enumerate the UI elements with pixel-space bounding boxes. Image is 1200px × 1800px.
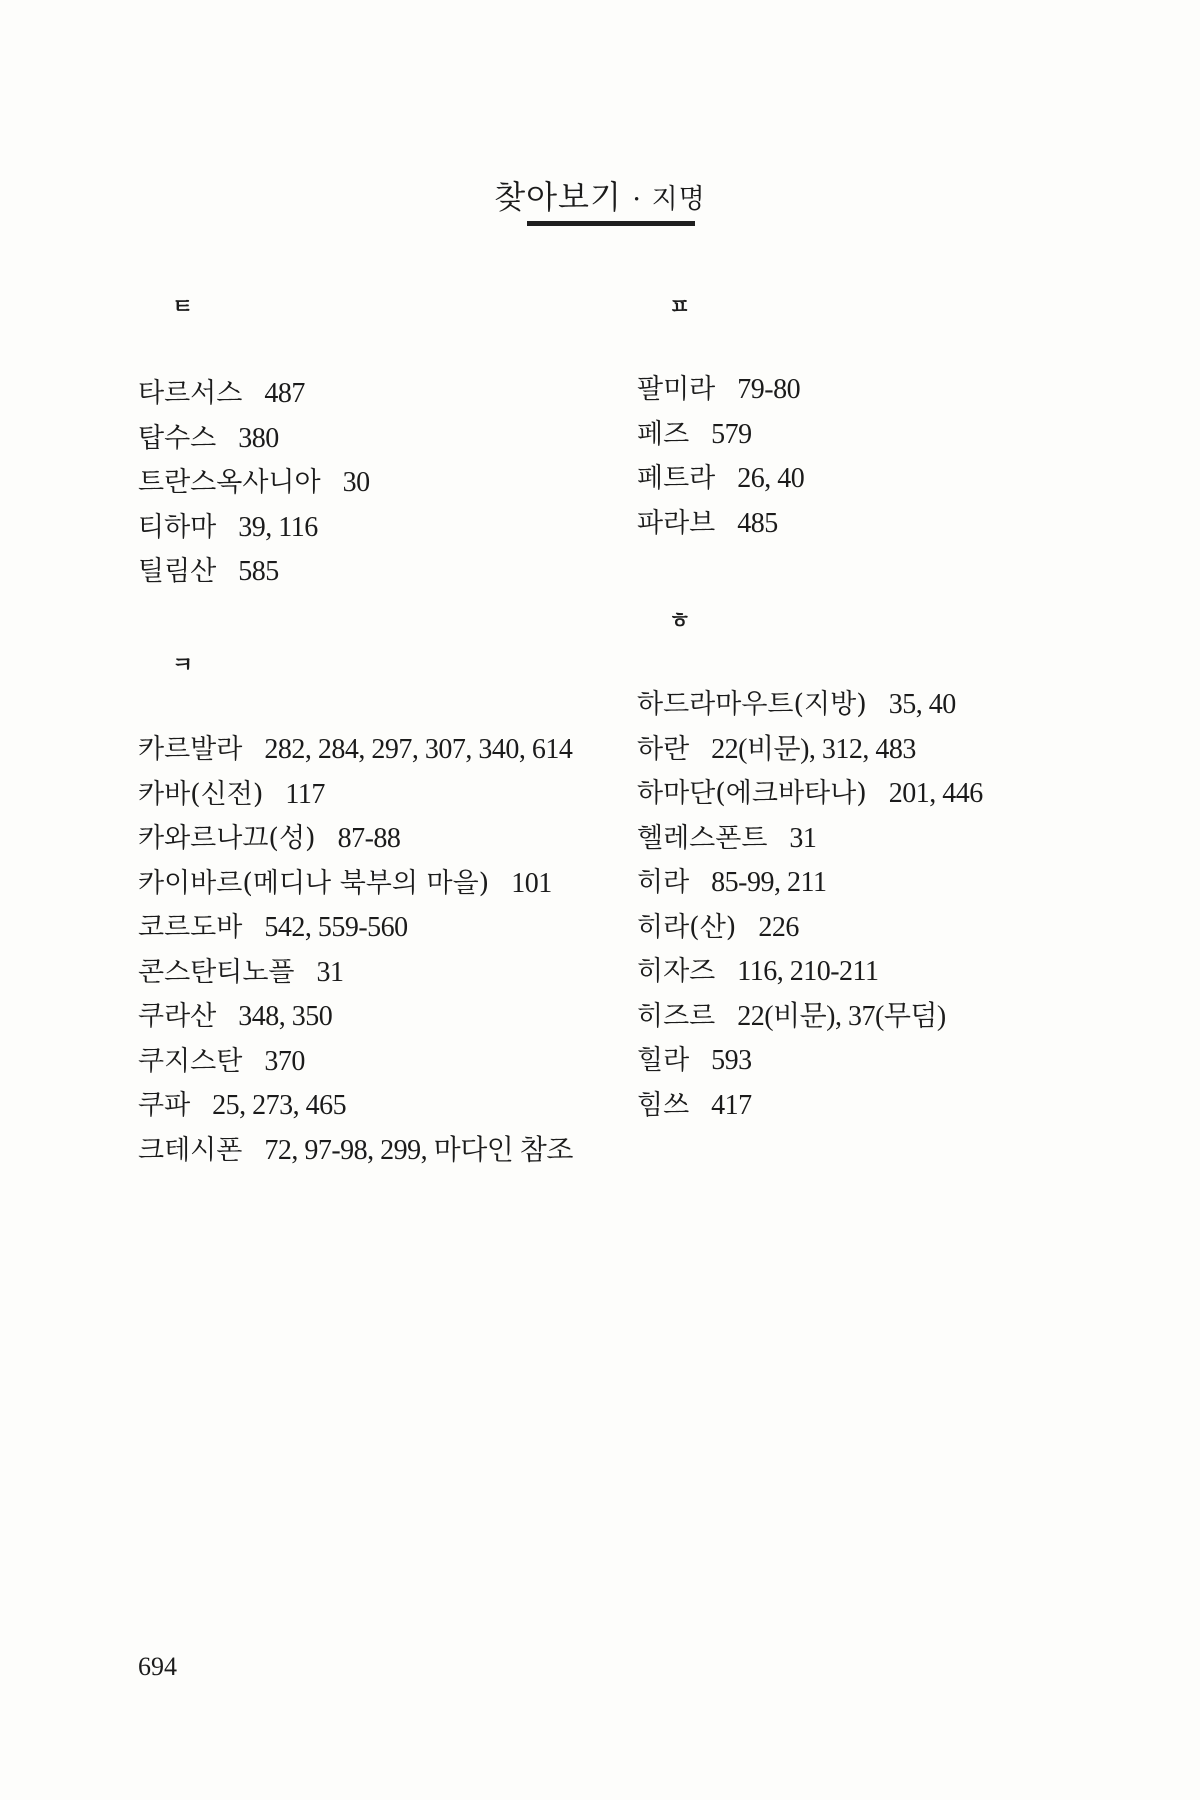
index-entry: 힘쓰 417 <box>637 1089 752 1121</box>
index-entry: 콘스탄티노플 31 <box>138 956 344 988</box>
index-entry: 쿠지스탄 370 <box>138 1045 305 1077</box>
index-entry: 크테시폰 72, 97-98, 299, 마다인 참조 <box>138 1134 573 1166</box>
index-entry: 히자즈 116, 210-211 <box>637 956 879 987</box>
section-letter-kieuk: ㅋ <box>172 652 194 678</box>
index-entry: 헬레스폰트 31 <box>637 822 817 854</box>
section-letter-hieut: ㅎ <box>669 608 691 634</box>
title-main: 찾아보기 <box>494 178 622 216</box>
index-entry: 탑수스 380 <box>138 422 279 454</box>
entry-list-pieup <box>637 368 804 546</box>
index-entry: 히라(산) 226 <box>637 911 799 943</box>
index-entry: 카르발라 282, 284, 297, 307, 340, 614 <box>138 734 573 765</box>
index-entry: 카와르나끄(성) 87-88 <box>138 823 401 854</box>
index-entry: 파라브 485 <box>637 507 778 539</box>
index-entry: 힐라 593 <box>637 1045 752 1076</box>
index-entry: 틸림산 585 <box>138 556 279 587</box>
index-entry: 하마단(에크바타나) 201, 446 <box>637 778 983 809</box>
index-entry: 팔미라 79-80 <box>637 374 801 405</box>
index-entry: 타르서스 487 <box>138 378 305 409</box>
section-letter-pieup: ㅍ <box>669 294 691 320</box>
index-entry: 카바(신전) 117 <box>138 778 325 810</box>
title-sub: · 지명 <box>632 184 706 215</box>
index-entry: 페트라 26, 40 <box>637 463 805 494</box>
index-entry: 쿠라산 348, 350 <box>138 1001 333 1032</box>
index-entry: 카이바르(메디나 북부의 마을) 101 <box>138 867 552 899</box>
entry-list-kieuk <box>138 728 573 1173</box>
index-entry: 코르도바 542, 559-560 <box>138 912 408 943</box>
page-number: 694 <box>138 1652 177 1681</box>
index-entry: 하드라마우트(지방) 35, 40 <box>637 689 956 720</box>
index-entry: 하란 22(비문), 312, 483 <box>637 733 916 765</box>
entry-list-tieut <box>138 372 370 595</box>
index-entry: 트란스옥사니아 30 <box>138 467 370 498</box>
entry-list-hieut <box>637 683 983 1128</box>
index-entry: 티하마 39, 116 <box>138 511 318 543</box>
index-entry: 히라 85-99, 211 <box>637 867 827 898</box>
index-entry: 페즈 579 <box>637 418 752 450</box>
page-title <box>0 172 1200 218</box>
index-entry: 히즈르 22(비문), 37(무덤) <box>637 1000 946 1032</box>
section-letter-tieut: ㅌ <box>172 294 194 320</box>
index-entry: 쿠파 25, 273, 465 <box>138 1090 347 1121</box>
title-underline <box>527 221 695 226</box>
